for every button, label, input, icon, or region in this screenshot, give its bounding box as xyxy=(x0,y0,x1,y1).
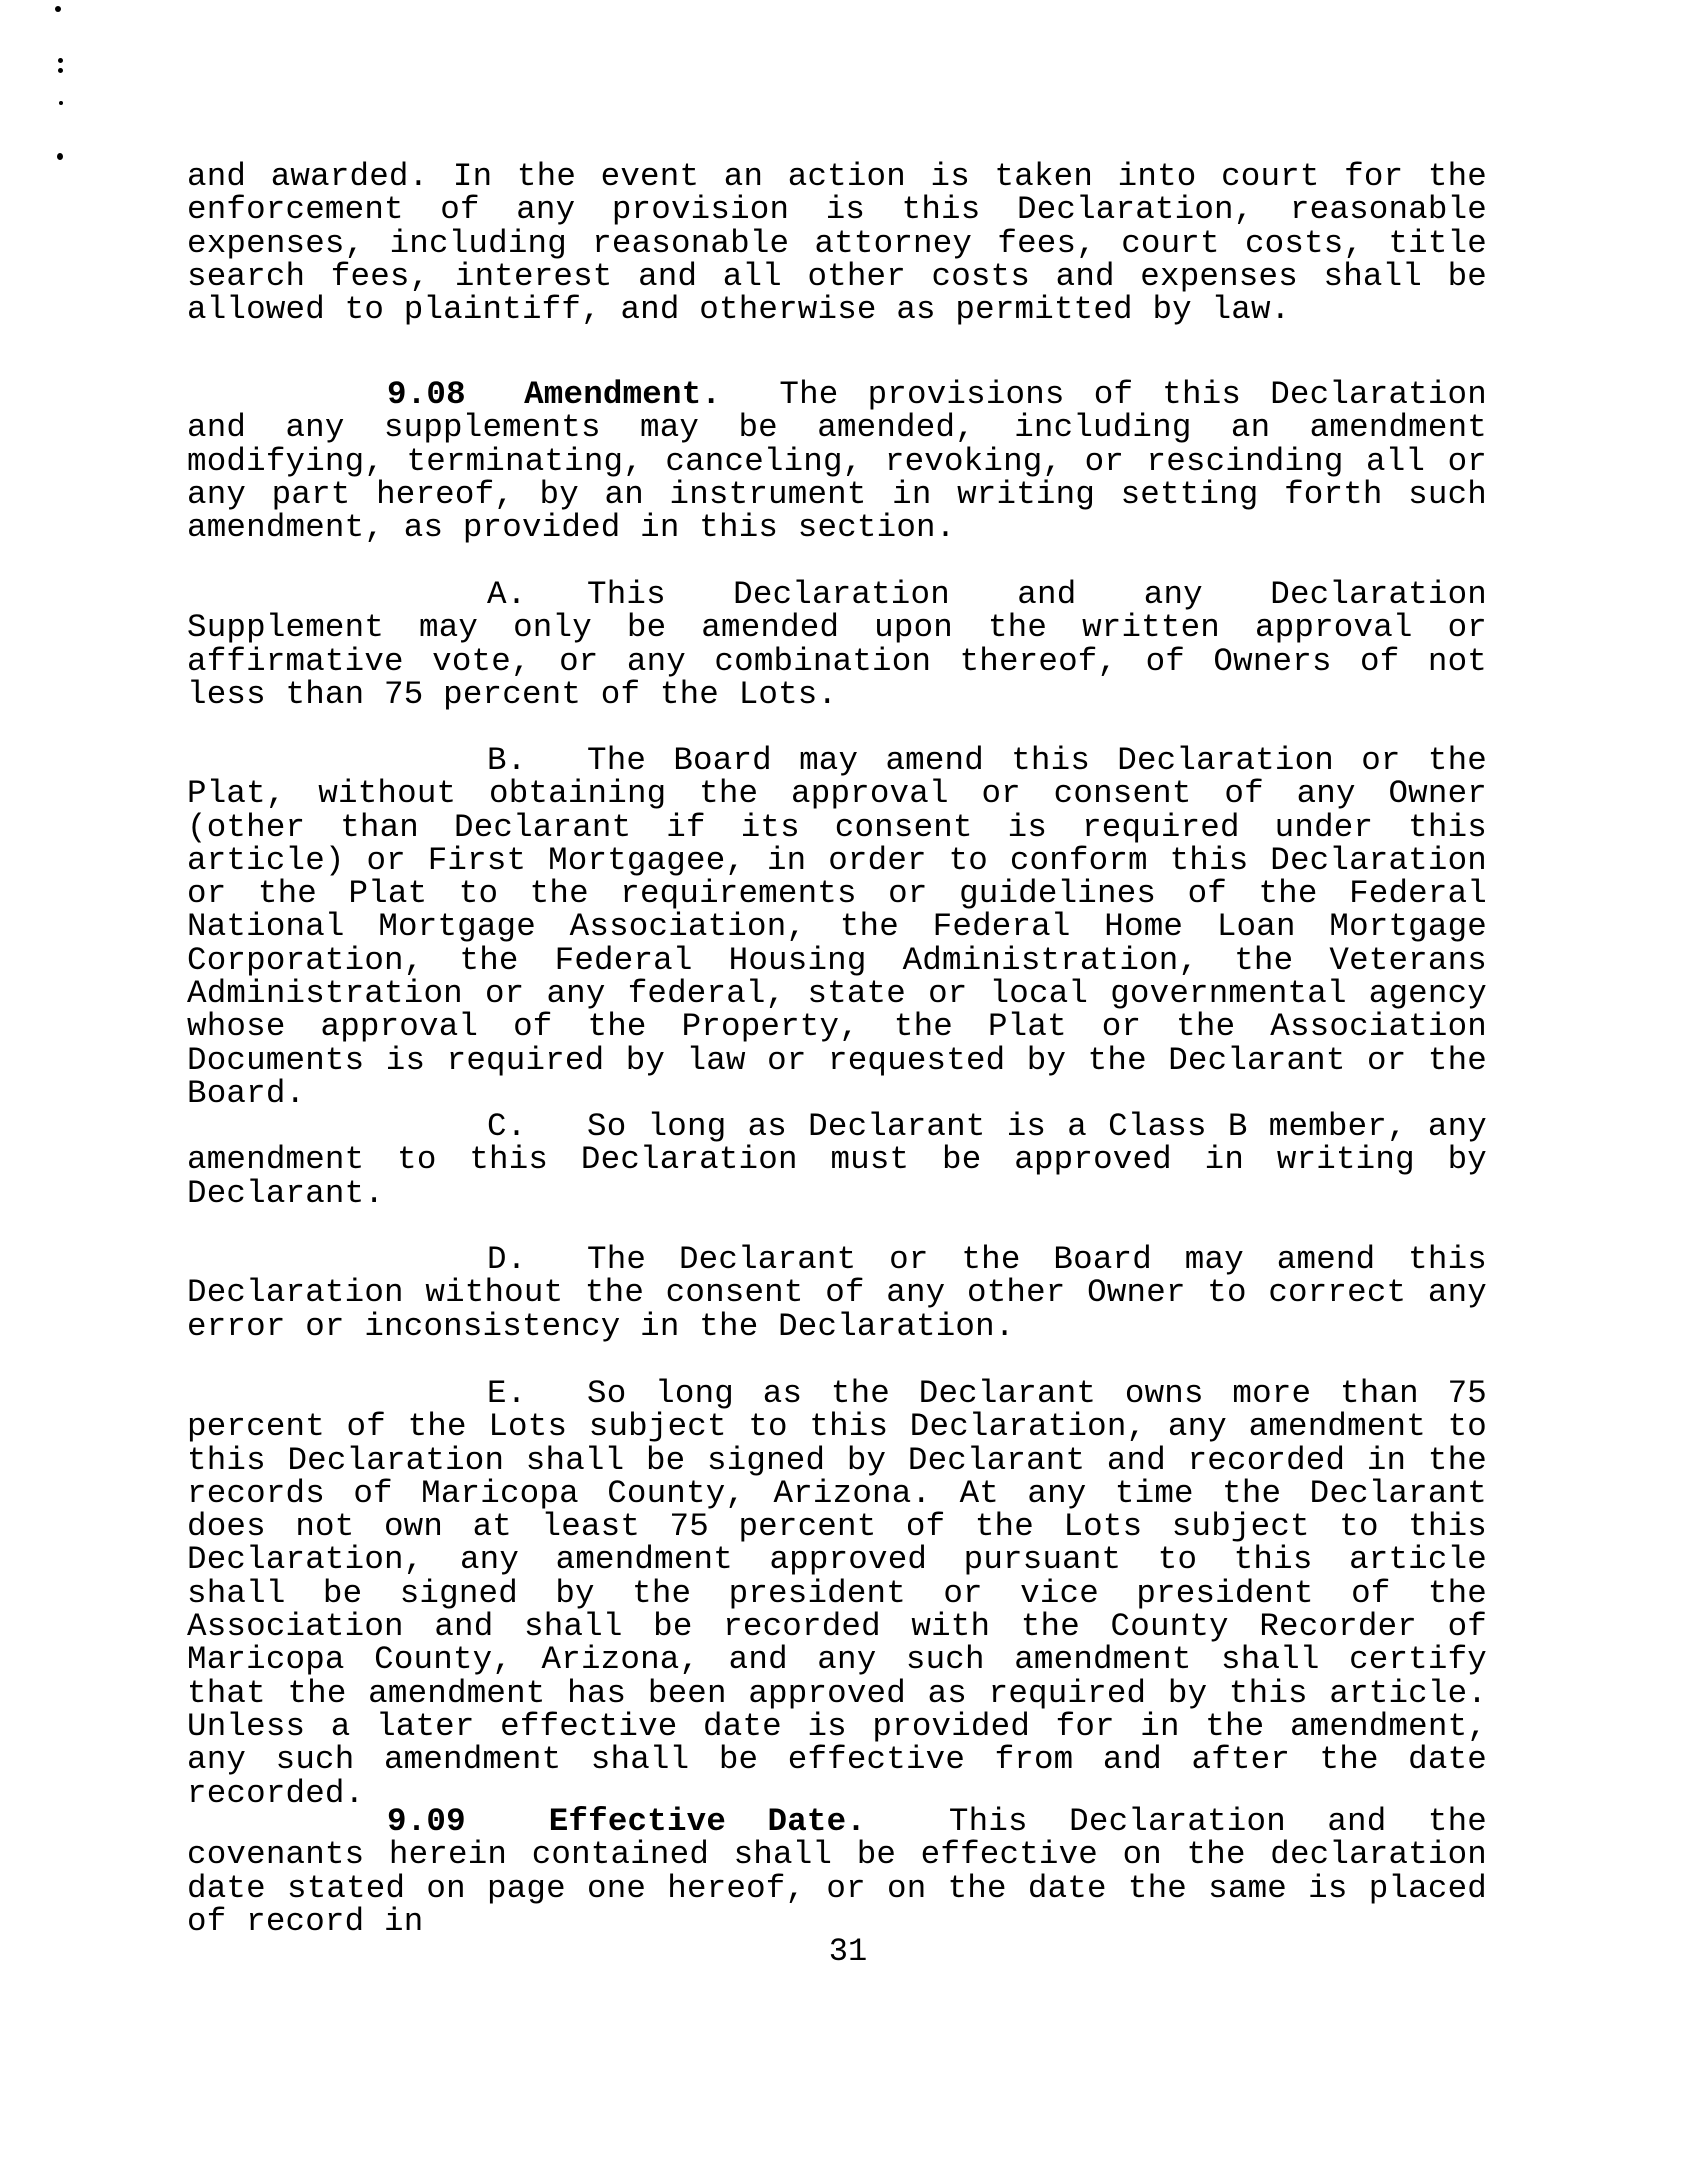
opening-paragraph xyxy=(187,158,1487,329)
section-title: Amendment. xyxy=(524,376,722,413)
amendment-item-e xyxy=(187,1377,1487,1810)
opening-paragraph-text: and awarded. In the event an action is taken into court for the enforcement of any provision is this Declaration, reasonable expenses, including reasonable attorney fees, court costs, title search fees, interest and all other costs and expenses shall be allowed to plaintiff, and otherwise as permitted by law. xyxy=(187,158,1487,329)
item-text: So long as the Declarant owns more than 75 percent of the Lots subject to this Declaration, any amendment to this Declaration shall be signed by Declarant and recorded in the records of Maricopa County, Arizona. At any time the Declarant does not own at least 75 percent of the Lots subject to this Declaration, any amendment approved pursuant to this article shall be signed by the president or vice president of the Association and shall be recorded with the County Recorder of Maricopa County, Arizona, and any such amendment shall certify that the amendment has been approved as required by this article. Unless a later effective date is provided for in the amendment, any such amendment shall be effective from and after the date recorded. xyxy=(187,1375,1487,1812)
amendment-item-d xyxy=(187,1243,1487,1343)
item-letter: C. xyxy=(487,1108,527,1145)
scan-speck xyxy=(57,153,63,160)
amendment-item-b xyxy=(187,744,1487,1110)
scan-speck xyxy=(58,68,63,73)
section-text: The provisions of this Declaration and any supplements may be amended, including an amendment modifying, terminating, canceling, revoking, or rescinding all or any part hereof, by an instrument in writing setting forth such amendment, as provided in this section. xyxy=(187,376,1487,547)
section-title: Effective Date. xyxy=(548,1803,867,1840)
scan-speck xyxy=(59,101,63,105)
scan-speck xyxy=(55,6,61,12)
scan-speck xyxy=(58,58,63,63)
item-letter: D. xyxy=(487,1241,527,1278)
section-text: This Declaration and the covenants herein contained shall be effective on the declaration date stated on page one hereof, or on the date the same is placed of record in xyxy=(187,1803,1487,1940)
item-text: This Declaration and any Declaration Supplement may only be amended upon the written approval or affirmative vote, or any combination thereof, of Owners of not less than 75 percent of the Lots. xyxy=(187,576,1487,713)
amendment-item-c xyxy=(187,1110,1487,1210)
section-number: 9.08 xyxy=(387,376,466,413)
item-text: The Declarant or the Board may amend this Declaration without the consent of any other Owner to correct any error or inconsistency in the Declaration. xyxy=(187,1241,1487,1345)
section-9-09 xyxy=(187,1805,1487,1938)
section-9-08 xyxy=(187,376,1487,547)
page-number: 31 xyxy=(828,1933,868,1970)
item-letter: A. xyxy=(487,576,527,613)
amendment-item-a xyxy=(187,578,1487,711)
item-text: So long as Declarant is a Class B member, any amendment to this Declaration must be approved in writing by Declarant. xyxy=(187,1108,1487,1212)
item-letter: E. xyxy=(487,1375,527,1412)
section-number: 9.09 xyxy=(387,1803,466,1840)
item-letter: B. xyxy=(487,742,527,779)
item-text: The Board may amend this Declaration or the Plat, without obtaining the approval or consent of any Owner (other than Declarant if its consent is required under this article) or First Mortgagee, in order to conform this Declaration or the Plat to the requirements or guidelines of the Federal National Mortgage Association, the Federal Home Loan Mortgage Corporation, the Federal Housing Administration, the Veterans Administration or any federal, state or local governmental agency whose approval of the Property, the Plat or the Association Documents is required by law or requested by the Declarant or the Board. xyxy=(187,742,1487,1112)
